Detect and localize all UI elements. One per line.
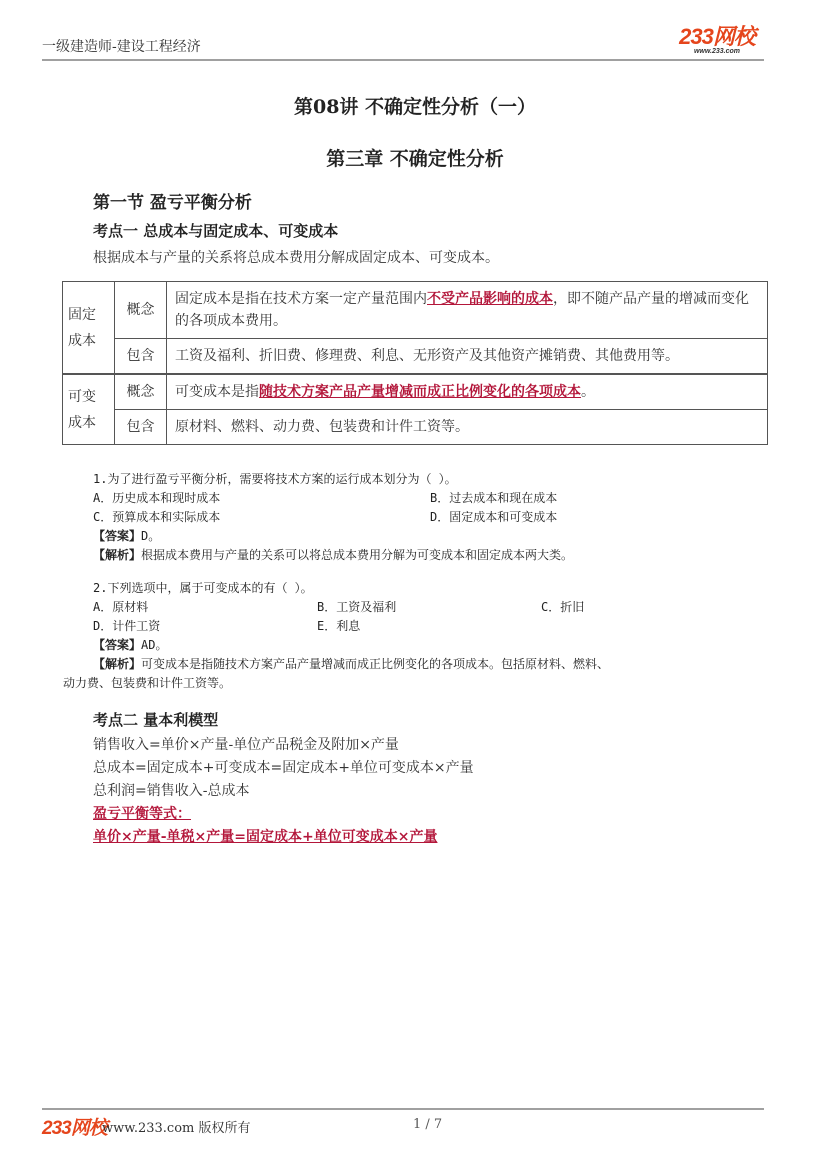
- explain-tag: 【解析】: [93, 657, 142, 671]
- highlight-text: 随技术方案产品产量增减而成正比例变化的各项成本: [259, 384, 581, 400]
- question-stem: 2.下列选项中，属于可变成本的有（ ）。: [93, 581, 313, 595]
- text-segment: 。: [581, 384, 595, 400]
- option-a: A．历史成本和现时成本: [93, 491, 221, 505]
- explain-line: [93, 655, 783, 674]
- answer-tag: 【答案】: [93, 638, 142, 652]
- answer-value: D。: [141, 529, 161, 543]
- cost-table: [62, 281, 768, 445]
- answer-line: [93, 527, 773, 546]
- fixed-concept-label: 概念: [115, 282, 167, 339]
- point2-title: 考点二 量本利模型: [93, 711, 219, 729]
- explain-tag: 【解析】: [93, 548, 142, 562]
- footer-divider: [42, 1108, 764, 1110]
- fixed-cost-group: 固定成本: [63, 282, 115, 375]
- balance-formula: 单价×产量-单税×产量=固定成本+单位可变成本×产量: [93, 829, 438, 845]
- formula-total-cost: 总成本=固定成本+可变成本=固定成本+单位可变成本×产量: [93, 760, 474, 776]
- variable-cost-group: 可变成本: [63, 374, 115, 445]
- table-row: [63, 339, 768, 375]
- explain-text: 根据成本费用与产量的关系可以将总成本费用分解为可变成本和固定成本两大类。: [141, 548, 574, 562]
- logo-url: www.233.com: [693, 48, 741, 55]
- variable-concept-label: 概念: [115, 374, 167, 410]
- explain-line-continued: 动力费、包装费和计件工资等。: [63, 676, 232, 690]
- option-row: [93, 489, 773, 508]
- option-e: E．利息: [317, 619, 361, 633]
- fixed-include-label: 包含: [115, 339, 167, 375]
- option-b: B．工资及福利: [317, 600, 397, 614]
- highlight-text: 不受产品影响的成本: [427, 291, 553, 307]
- footer-logo: 233网校: [42, 1118, 107, 1139]
- fixed-include-text: 工资及福利、折旧费、修理费、利息、无形资产及其他资产摊销费、其他费用等。: [167, 339, 768, 375]
- question-1: [93, 470, 773, 565]
- answer-tag: 【答案】: [93, 529, 142, 543]
- chapter-title: 第三章 不确定性分析: [326, 148, 504, 170]
- answer-line: [93, 636, 783, 655]
- point2-block: [93, 709, 474, 849]
- lecture-title: 第08讲 不确定性分析（一）: [293, 96, 537, 118]
- point1-title: 考点一 总成本与固定成本、可变成本: [93, 222, 339, 240]
- section-title: 第一节 盈亏平衡分析: [93, 193, 252, 213]
- header-divider: [42, 59, 764, 61]
- formula-profit: 总利润=销售收入-总成本: [93, 783, 250, 799]
- variable-include-label: 包含: [115, 410, 167, 445]
- header-title: 一级建造师-建设工程经济: [42, 39, 201, 55]
- brand-logo: [672, 26, 762, 56]
- text-segment: 固定成本是指在技术方案一定产量范围内: [175, 291, 427, 307]
- footer-copyright: www.233.com 版权所有: [102, 1121, 251, 1136]
- formula-revenue: 销售收入=单价×产量-单位产品税金及附加×产量: [93, 737, 399, 753]
- option-c: C．折旧: [541, 600, 585, 614]
- option-d: D．计件工资: [93, 619, 161, 633]
- option-a: A．原材料: [93, 600, 149, 614]
- answer-value: AD。: [141, 638, 168, 652]
- variable-include-text: 原材料、燃料、动力费、包装费和计件工资等。: [167, 410, 768, 445]
- option-d: D．固定成本和可变成本: [430, 510, 558, 524]
- table-row: [63, 282, 768, 339]
- option-c: C．预算成本和实际成本: [93, 510, 221, 524]
- text-segment: ，即不随产品产量的增减而变化的各项成本费用。: [175, 291, 749, 329]
- question-2: [63, 579, 783, 693]
- question-stem: 1.为了进行盈亏平衡分析，需要将技术方案的运行成本划分为（ ）。: [93, 472, 457, 486]
- variable-concept-text: [167, 374, 768, 410]
- option-row: [93, 617, 783, 636]
- option-row: [93, 508, 773, 527]
- point1-intro: 根据成本与产量的关系将总成本费用分解成固定成本、可变成本。: [93, 250, 499, 266]
- option-b: B．过去成本和现在成本: [430, 491, 558, 505]
- table-row: [63, 374, 768, 410]
- page-header: [42, 22, 764, 62]
- balance-label: 盈亏平衡等式：: [93, 806, 191, 822]
- explain-text: 可变成本是指随技术方案产品产量增减而成正比例变化的各项成本。包括原材料、燃料、: [141, 657, 610, 671]
- text-segment: 可变成本是指: [175, 384, 259, 400]
- table-row: [63, 410, 768, 445]
- fixed-concept-text: [167, 282, 768, 339]
- option-row: [93, 598, 783, 617]
- page-number: 1 / 7: [413, 1117, 443, 1132]
- logo-text: 233网校: [679, 24, 755, 49]
- explain-line: [93, 546, 773, 565]
